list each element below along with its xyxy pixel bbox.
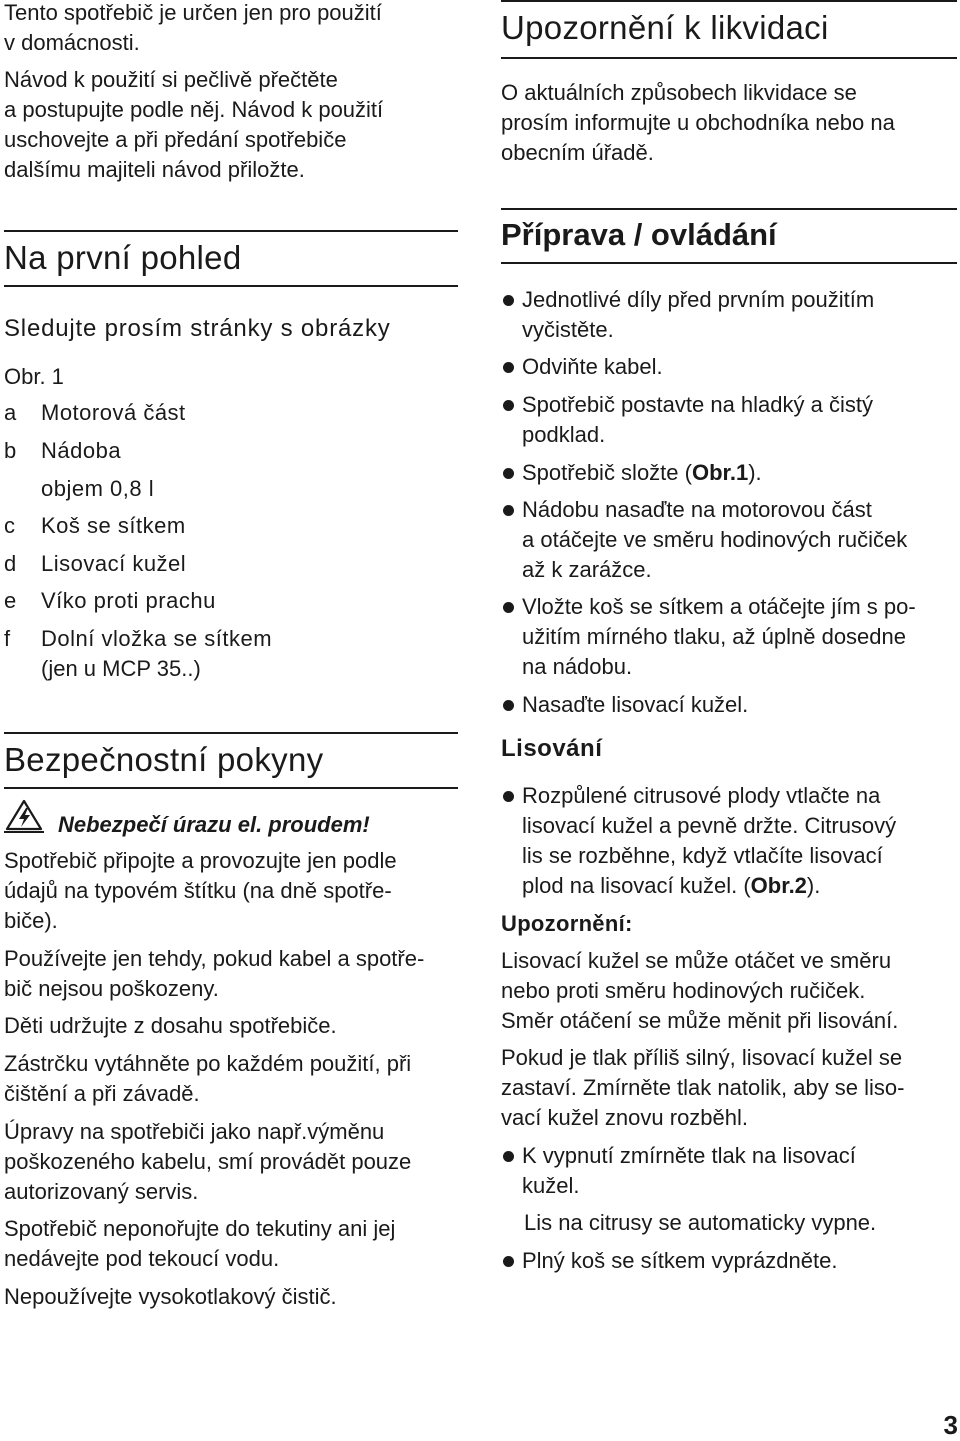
page-number: 3 (943, 1410, 958, 1440)
safety-line: Zástrčku vytáhněte po každém použití, při (4, 1051, 412, 1076)
bullet-dot-icon (503, 791, 514, 802)
note-line: vací kužel znovu rozběhl. (501, 1105, 749, 1130)
intro-line: v domácnosti. (4, 30, 140, 55)
bullet-dot-icon (503, 295, 514, 306)
divider (4, 230, 458, 232)
bullet-dot-icon (503, 468, 514, 479)
safety-line: čištění a při závadě. (4, 1081, 200, 1106)
bullet-dot-icon (503, 505, 514, 516)
safety-line: biče). (4, 908, 58, 933)
bullet-dot-icon (503, 362, 514, 373)
divider (4, 787, 458, 789)
disposal-line: obecním úřadě. (501, 140, 654, 165)
auto-off-text: Lis na citrusy se automaticky vypne. (524, 1210, 877, 1235)
bullet-dot-icon (503, 602, 514, 613)
safety-line: Děti udržujte z dosahu spotřebiče. (4, 1013, 337, 1038)
intro-line: uschovejte a při předání spotřebiče (4, 127, 347, 152)
heading-pressing: Lisování (501, 735, 603, 762)
heading-safety: Bezpečnostní pokyny (4, 741, 324, 778)
prep-bullet: Spotřebič postavte na hladký a čistý podklad. (501, 390, 959, 450)
heading-note: Upozornění: (501, 911, 633, 936)
safety-line: Nepoužívejte vysokotlakový čistič. (4, 1284, 337, 1309)
prep-bullet: Odviňte kabel. (501, 352, 959, 382)
intro-line: Návod k použití si pečlivě přečtěte (4, 67, 338, 92)
safety-line: nedávejte pod tekoucí vodu. (4, 1246, 280, 1271)
safety-line: Používejte jen tehdy, pokud kabel a spotře- (4, 946, 425, 971)
prep-bullet: Spotřebič složte (Obr.1). (501, 458, 959, 488)
note-line: zastaví. Zmírněte tlak natolik, aby se liso- (501, 1075, 905, 1100)
prep-bullet: Nasaďte lisovací kužel. (501, 690, 959, 720)
bullet-dot-icon (503, 1151, 514, 1162)
empty-bullet: Plný koš se sítkem vyprázdněte. (501, 1246, 959, 1276)
divider (501, 57, 957, 59)
warning-text: Nebezpečí úrazu el. proudem! (58, 812, 370, 837)
safety-line: údajů na typovém štítku (na dně spotře- (4, 878, 392, 903)
safety-line: Spotřebič připojte a provozujte jen podle (4, 848, 397, 873)
stop-bullet: K vypnutí zmírněte tlak na lisovací kužel. (501, 1141, 959, 1201)
safety-line: poškozeného kabelu, smí provádět pouze (4, 1149, 412, 1174)
safety-line: Úpravy na spotřebiči jako např.výměnu (4, 1119, 385, 1144)
note-line: Lisovací kužel se může otáčet ve směru (501, 948, 892, 973)
press-bullet: Rozpůlené citrusové plody vtlačte na lisovací kužel a pevně držte. Citrusový lis se rozběhne, když vtlačíte lisovací plod na lisovací kužel. (Obr.2). (501, 781, 959, 901)
bullet-dot-icon (503, 400, 514, 411)
heading-preparation: Příprava / ovládání (501, 217, 777, 252)
disposal-line: prosím informujte u obchodníka nebo na (501, 110, 895, 135)
disposal-line: O aktuálních způsobech likvidace se (501, 80, 857, 105)
subheading-images: Sledujte prosím stránky s obrázky (4, 315, 391, 342)
intro-line: a postupujte podle něj. Návod k použití (4, 97, 384, 122)
intro-line: Tento spotřebič je určen jen pro použití (4, 0, 382, 25)
prep-bullet: Vložte koš se sítkem a otáčejte jím s po- užitím mírného tlaku, až úplně dosedne na nádobu. (501, 592, 959, 682)
divider (4, 285, 458, 287)
warning-triangle-icon (4, 798, 44, 834)
safety-line: autorizovaný servis. (4, 1179, 199, 1204)
note-line: Směr otáčení se může měnit při lisování. (501, 1008, 899, 1033)
divider (501, 208, 957, 210)
heading-first-look: Na první pohled (4, 239, 242, 276)
bullet-dot-icon (503, 1256, 514, 1267)
note-line: Pokud je tlak příliš silný, lisovací kužel se (501, 1045, 903, 1070)
note-line: nebo proti směru hodinových ručiček. (501, 978, 866, 1003)
heading-disposal: Upozornění k likvidaci (501, 9, 829, 46)
divider (4, 732, 458, 734)
divider (501, 262, 957, 264)
safety-line: Spotřebič neponořujte do tekutiny ani jej (4, 1216, 396, 1241)
prep-bullet: Nádobu nasaďte na motorovou část a otáčejte ve směru hodinových ručiček až k zarážce. (501, 495, 959, 585)
safety-line: bič nejsou poškozeny. (4, 976, 219, 1001)
intro-line: dalšímu majiteli návod přiložte. (4, 157, 305, 182)
prep-bullet: Jednotlivé díly před prvním použitím vyčistěte. (501, 285, 959, 345)
figure-label: Obr. 1 (4, 364, 64, 389)
bullet-dot-icon (503, 700, 514, 711)
divider (501, 0, 957, 2)
